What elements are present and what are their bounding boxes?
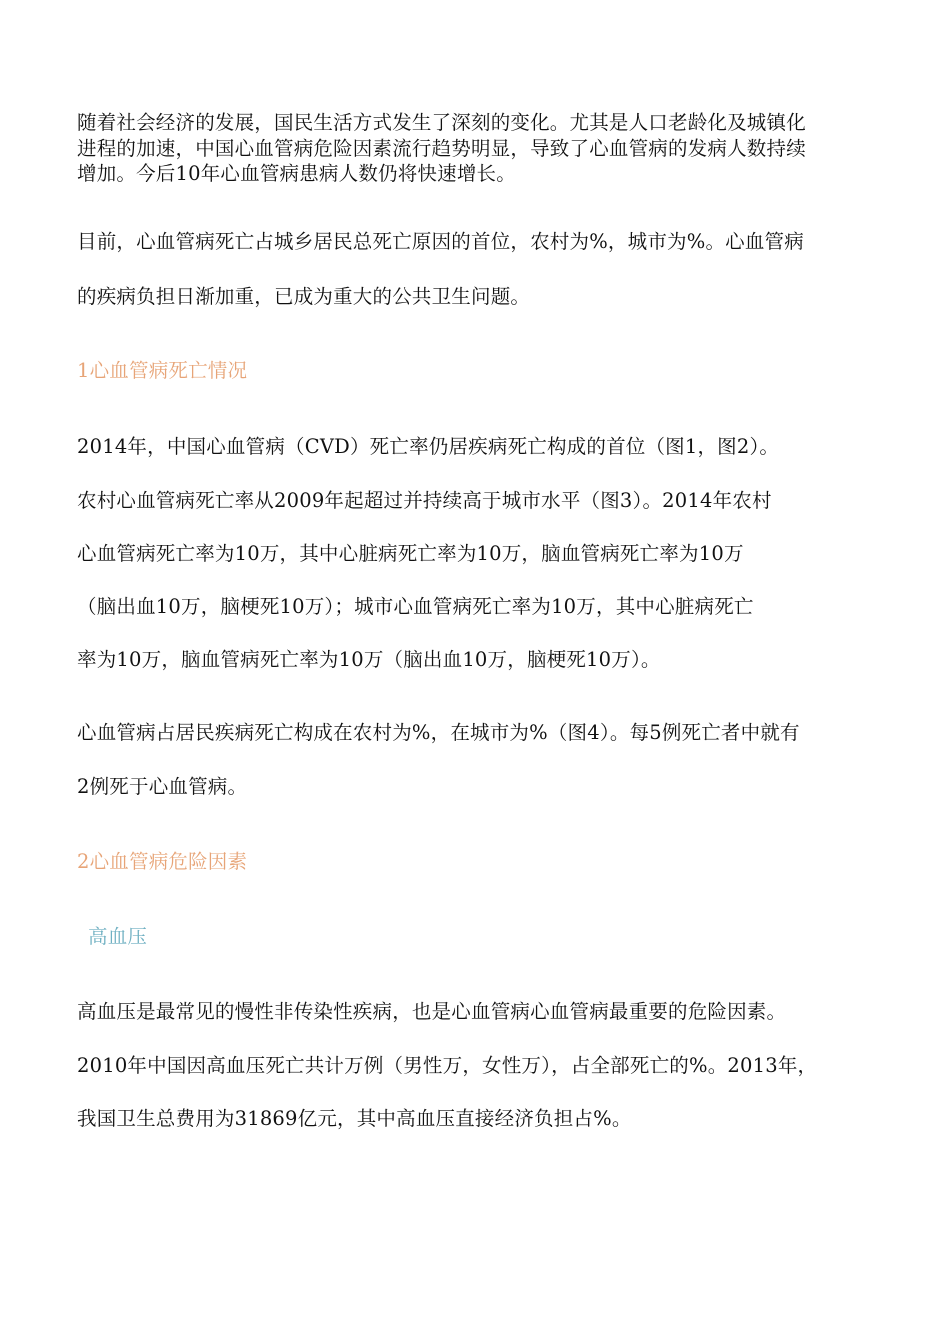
intro-para1-line1: 随着社会经济的发展，国民生活方式发生了深刻的变化。尤其是人口老龄化及城镇化 (77, 111, 806, 134)
section1-para2-line3: （脑出血10万，脑梗死10万）；城市心血管病死亡率为10万，其中心脏病死亡 (77, 595, 754, 618)
section2-subheading-hypertension: 高血压 (88, 925, 148, 948)
intro-para1-line2: 进程的加速，中国心血管病危险因素流行趋势明显，导致了心血管病的发病人数持续 (77, 137, 806, 160)
section2-para1-line1: 高血压是最常见的慢性非传染性疾病，也是心血管病心血管病最重要的危险因素。 (77, 1000, 787, 1023)
section1-para2-line2: 心血管病死亡率为10万，其中心脏病死亡率为10万，脑血管病死亡率为10万 (77, 542, 744, 565)
section2-heading: 2心血管病危险因素 (77, 850, 248, 873)
intro-para2-line2: 的疾病负担日渐加重，已成为重大的公共卫生问题。 (77, 285, 531, 308)
intro-para1-line3: 增加。今后10年心血管病患病人数仍将快速增长。 (77, 162, 516, 185)
section1-para1: 2014年，中国心血管病（CVD）死亡率仍居疾病死亡构成的首位（图1，图2）。 (77, 435, 780, 458)
section1-para2-line4: 率为10万，脑血管病死亡率为10万（脑出血10万，脑梗死10万）。 (77, 648, 661, 671)
section1-para3-line1: 心血管病占居民疾病死亡构成在农村为%，在城市为%（图4）。每5例死亡者中就有 (77, 721, 800, 744)
section1-heading: 1心血管病死亡情况 (77, 359, 248, 382)
section2-para1-line3: 我国卫生总费用为31869亿元，其中高血压直接经济负担占%。 (77, 1107, 632, 1130)
section2-para1-line2: 2010年中国因高血压死亡共计万例（男性万，女性万），占全部死亡的%。2013年， (77, 1054, 818, 1077)
intro-para2-line1: 目前，心血管病死亡占城乡居民总死亡原因的首位，农村为%，城市为%。心血管病 (77, 230, 804, 253)
section1-para3-line2: 2例死于心血管病。 (77, 775, 248, 798)
section1-para2-line1: 农村心血管病死亡率从2009年起超过并持续高于城市水平（图3）。2014年农村 (77, 489, 772, 512)
